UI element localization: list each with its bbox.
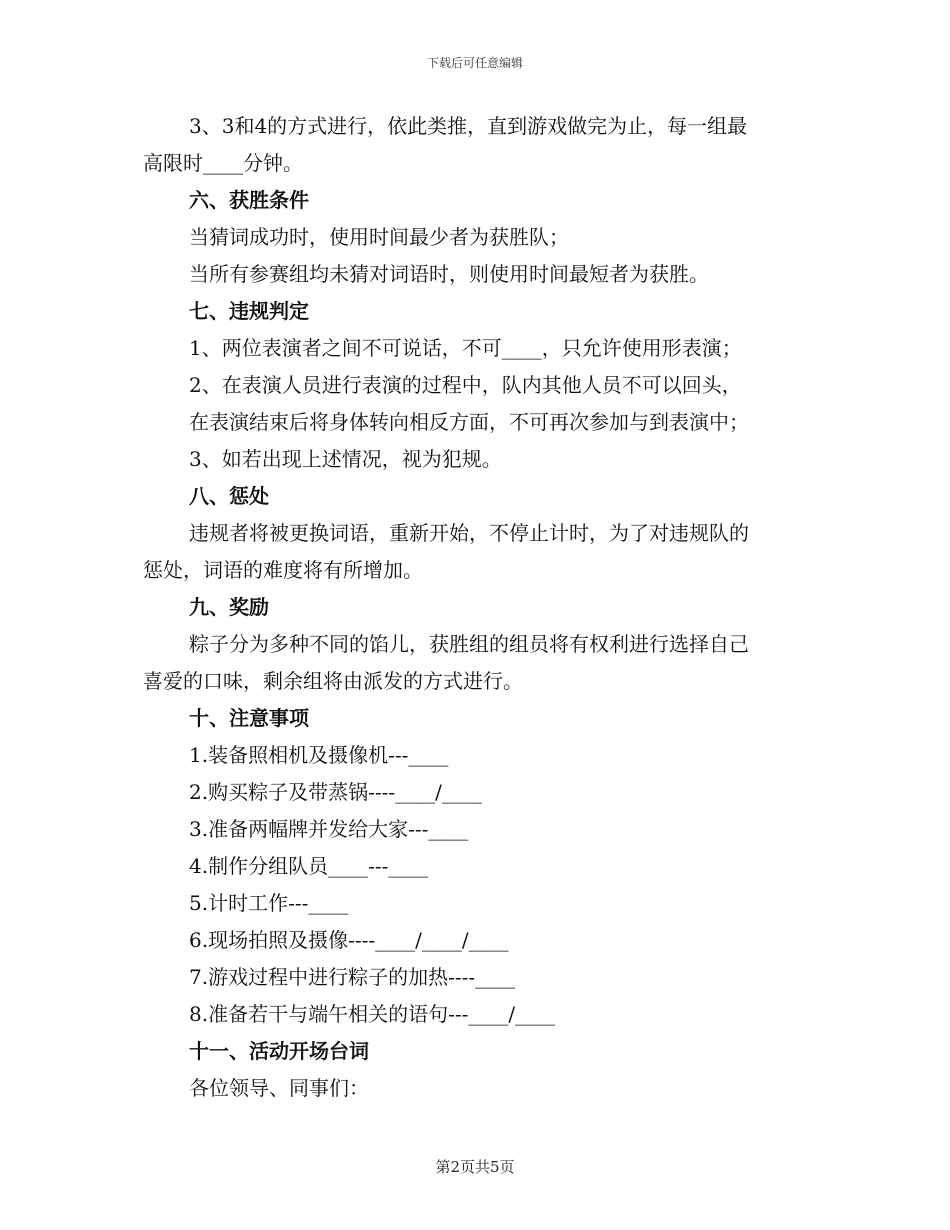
paragraph-line: 5.计时工作---____ (189, 891, 349, 915)
paragraph-line: 1、两位表演者之间不可说话，不可____，只允许使用形表演； (189, 336, 742, 360)
paragraph-line: 3.准备两幅牌并发给大家---____ (189, 817, 469, 841)
paragraph-line: 3、3和4的方式进行，依此类推，直到游戏做完为止，每一组最 (189, 114, 748, 138)
paragraph-line: 2.购买粽子及带蒸锅----____/____ (189, 780, 482, 804)
paragraph-line: 4.制作分组队员____---____ (189, 854, 429, 878)
paragraph-line: 8.准备若干与端午相关的语句---____/____ (189, 1002, 556, 1026)
paragraph-line: 惩处，词语的难度将有所增加。 (143, 558, 423, 582)
document-body (143, 108, 803, 1107)
paragraph-line: 3、如若出现上述情况，视为犯规。 (189, 447, 502, 471)
section-heading: 十、注意事项 (189, 706, 309, 730)
section-heading: 六、获胜条件 (189, 188, 309, 212)
paragraph-line: 7.游戏过程中进行粽子的加热----____ (189, 965, 516, 989)
paragraph-line: 2、在表演人员进行表演的过程中，队内其他人员不可以回头， (189, 373, 742, 397)
section-heading: 九、奖励 (189, 595, 269, 619)
section-heading: 八、惩处 (189, 484, 269, 508)
paragraph-line: 当猜词成功时，使用时间最少者为获胜队； (189, 225, 569, 249)
paragraph-line: 违规者将被更换词语，重新开始，不停止计时，为了对违规队的 (189, 521, 749, 545)
page-header: 下载后可任意编辑 (426, 56, 523, 70)
paragraph-line: 高限时____分钟。 (143, 151, 303, 175)
paragraph-line: 当所有参赛组均未猜对词语时，则使用时间最短者为获胜。 (189, 262, 709, 286)
section-heading: 十一、活动开场台词 (189, 1039, 369, 1063)
paragraph-line: 粽子分为多种不同的馅儿，获胜组的组员将有权利进行选择自己 (189, 632, 749, 656)
paragraph-line: 6.现场拍照及摄像----____/____/____ (189, 928, 509, 952)
paragraph-line: 各位领导、同事们： (189, 1076, 369, 1100)
paragraph-line: 1.装备照相机及摄像机---____ (189, 743, 449, 767)
page-number: 第2页共5页 (435, 1158, 515, 1176)
paragraph-line: 喜爱的口味，剩余组将由派发的方式进行。 (143, 669, 523, 693)
section-heading: 七、违规判定 (189, 299, 309, 323)
paragraph-line: 在表演结束后将身体转向相反方面，不可再次参加与到表演中； (189, 410, 749, 434)
